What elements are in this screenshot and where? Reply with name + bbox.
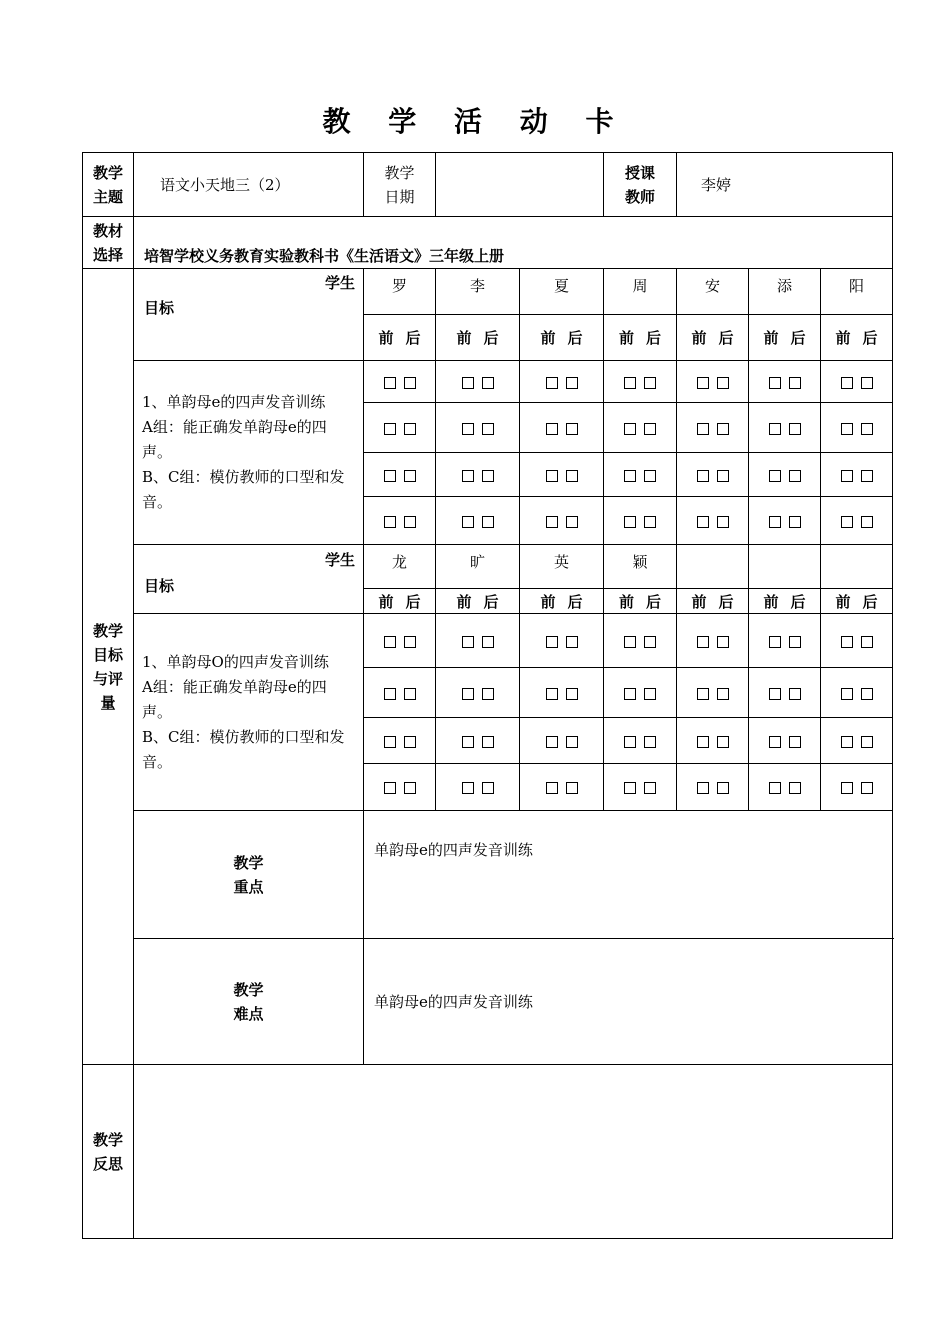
checkbox-pair-cell <box>749 764 821 811</box>
after-checkbox[interactable] <box>861 782 873 794</box>
checkbox-pair-cell <box>364 361 436 403</box>
after-checkbox[interactable] <box>482 516 494 528</box>
before-checkbox[interactable] <box>624 423 636 435</box>
after-checkbox[interactable] <box>717 688 729 700</box>
checkbox-pair-cell <box>364 453 436 497</box>
after-checkbox[interactable] <box>789 688 801 700</box>
checkbox-pair-cell <box>749 497 821 545</box>
checkbox-pair-cell <box>821 453 893 497</box>
date-label: 教学 日期 <box>364 153 436 217</box>
before-checkbox[interactable] <box>624 782 636 794</box>
activity-card-table <box>82 152 893 1239</box>
before-after-header: 前 后 <box>604 315 677 361</box>
after-checkbox[interactable] <box>404 470 416 482</box>
student-name <box>821 545 893 589</box>
before-checkbox[interactable] <box>841 636 853 648</box>
before-after-header: 前 后 <box>436 315 520 361</box>
after-checkbox[interactable] <box>789 736 801 748</box>
checkbox-pair-cell <box>520 668 604 718</box>
after-checkbox[interactable] <box>717 736 729 748</box>
before-checkbox[interactable] <box>384 782 396 794</box>
after-checkbox[interactable] <box>717 377 729 389</box>
checkbox-pair-cell <box>436 614 520 668</box>
after-checkbox[interactable] <box>644 470 656 482</box>
before-checkbox[interactable] <box>462 516 474 528</box>
checkbox-pair-cell <box>364 497 436 545</box>
after-checkbox[interactable] <box>566 470 578 482</box>
goal-description-2: 1、单韵母O的四声发音训练 A组：能正确发单韵母e的四声。 B、C组：模仿教师的口型和发音。 <box>134 614 364 811</box>
before-checkbox[interactable] <box>841 736 853 748</box>
before-checkbox[interactable] <box>769 688 781 700</box>
before-checkbox[interactable] <box>697 377 709 389</box>
before-checkbox[interactable] <box>624 688 636 700</box>
after-checkbox[interactable] <box>861 377 873 389</box>
topic-label: 教学 主题 <box>83 153 134 217</box>
after-checkbox[interactable] <box>404 516 416 528</box>
after-checkbox[interactable] <box>644 688 656 700</box>
checkbox-pair-cell <box>821 718 893 764</box>
before-checkbox[interactable] <box>624 516 636 528</box>
reflection-label: 教学 反思 <box>83 1065 134 1239</box>
checkbox-pair-cell <box>604 718 677 764</box>
goal-header: 目标 <box>144 577 175 595</box>
before-checkbox[interactable] <box>384 470 396 482</box>
teacher-value[interactable]: 李婷 <box>677 153 893 217</box>
before-checkbox[interactable] <box>384 688 396 700</box>
before-checkbox[interactable] <box>546 377 558 389</box>
student-name: 夏 <box>520 269 604 315</box>
before-checkbox[interactable] <box>697 636 709 648</box>
after-checkbox[interactable] <box>789 782 801 794</box>
before-checkbox[interactable] <box>546 516 558 528</box>
before-checkbox[interactable] <box>769 423 781 435</box>
after-checkbox[interactable] <box>482 782 494 794</box>
checkbox-pair-cell <box>436 668 520 718</box>
checkbox-pair-cell <box>520 764 604 811</box>
checkbox-pair-cell <box>604 497 677 545</box>
checkbox-pair-cell <box>436 497 520 545</box>
checkbox-pair-cell <box>436 453 520 497</box>
key-points-value[interactable]: 单韵母e的四声发音训练 <box>364 811 893 939</box>
checkbox-pair-cell <box>520 497 604 545</box>
student-name: 罗 <box>364 269 436 315</box>
student-name: 英 <box>520 545 604 589</box>
before-checkbox[interactable] <box>841 423 853 435</box>
checkbox-pair-cell <box>677 453 749 497</box>
checkbox-pair-cell <box>604 764 677 811</box>
before-after-header: 前 后 <box>749 589 821 614</box>
before-after-header: 前 后 <box>677 315 749 361</box>
before-checkbox[interactable] <box>769 377 781 389</box>
before-checkbox[interactable] <box>384 423 396 435</box>
page-title: 教 学 活 动 卡 <box>322 105 628 138</box>
before-after-header: 前 后 <box>749 315 821 361</box>
goal-header: 目标 <box>144 299 175 317</box>
after-checkbox[interactable] <box>482 688 494 700</box>
before-checkbox[interactable] <box>769 782 781 794</box>
before-checkbox[interactable] <box>697 782 709 794</box>
before-checkbox[interactable] <box>462 423 474 435</box>
checkbox-pair-cell <box>677 764 749 811</box>
difficulties-label: 教学 难点 <box>134 939 364 1065</box>
student-header: 学生 <box>324 551 355 569</box>
before-checkbox[interactable] <box>697 736 709 748</box>
student-header: 学生 <box>324 274 355 292</box>
student-name: 安 <box>677 269 749 315</box>
checkbox-pair-cell <box>749 403 821 453</box>
after-checkbox[interactable] <box>861 516 873 528</box>
before-checkbox[interactable] <box>462 470 474 482</box>
checkbox-pair-cell <box>520 361 604 403</box>
after-checkbox[interactable] <box>644 736 656 748</box>
checkbox-pair-cell <box>821 764 893 811</box>
after-checkbox[interactable] <box>566 636 578 648</box>
before-checkbox[interactable] <box>841 516 853 528</box>
before-checkbox[interactable] <box>384 636 396 648</box>
before-checkbox[interactable] <box>624 377 636 389</box>
before-after-header: 前 后 <box>364 589 436 614</box>
student-name: 周 <box>604 269 677 315</box>
after-checkbox[interactable] <box>861 636 873 648</box>
before-checkbox[interactable] <box>546 736 558 748</box>
before-checkbox[interactable] <box>769 516 781 528</box>
after-checkbox[interactable] <box>644 782 656 794</box>
reflection-value[interactable] <box>134 1065 893 1239</box>
after-checkbox[interactable] <box>404 688 416 700</box>
after-checkbox[interactable] <box>566 377 578 389</box>
before-checkbox[interactable] <box>624 736 636 748</box>
before-after-header: 前 后 <box>436 589 520 614</box>
after-checkbox[interactable] <box>861 423 873 435</box>
checkbox-pair-cell <box>749 614 821 668</box>
after-checkbox[interactable] <box>717 636 729 648</box>
before-after-header: 前 后 <box>821 589 893 614</box>
after-checkbox[interactable] <box>404 423 416 435</box>
after-checkbox[interactable] <box>482 736 494 748</box>
before-checkbox[interactable] <box>384 377 396 389</box>
before-checkbox[interactable] <box>841 377 853 389</box>
checkbox-pair-cell <box>364 718 436 764</box>
before-after-header: 前 后 <box>364 315 436 361</box>
checkbox-row <box>83 614 893 668</box>
checkbox-pair-cell <box>520 614 604 668</box>
before-checkbox[interactable] <box>841 688 853 700</box>
student-name: 添 <box>749 269 821 315</box>
after-checkbox[interactable] <box>482 636 494 648</box>
checkbox-pair-cell <box>677 497 749 545</box>
checkbox-pair-cell <box>520 718 604 764</box>
before-checkbox[interactable] <box>384 516 396 528</box>
after-checkbox[interactable] <box>644 423 656 435</box>
after-checkbox[interactable] <box>404 736 416 748</box>
student-name: 颖 <box>604 545 677 589</box>
before-checkbox[interactable] <box>697 688 709 700</box>
after-checkbox[interactable] <box>566 736 578 748</box>
before-checkbox[interactable] <box>769 636 781 648</box>
goal-description-1: 1、单韵母e的四声发音训练 A组：能正确发单韵母e的四声。 B、C组：模仿教师的口型和发音。 <box>134 361 364 545</box>
after-checkbox[interactable] <box>644 516 656 528</box>
checkbox-pair-cell <box>749 361 821 403</box>
before-after-header: 前 后 <box>520 589 604 614</box>
teacher-label: 授课 教师 <box>604 153 677 217</box>
after-checkbox[interactable] <box>789 516 801 528</box>
checkbox-pair-cell <box>821 614 893 668</box>
before-checkbox[interactable] <box>697 423 709 435</box>
before-checkbox[interactable] <box>841 782 853 794</box>
student-name <box>749 545 821 589</box>
checkbox-pair-cell <box>436 361 520 403</box>
before-checkbox[interactable] <box>462 736 474 748</box>
after-checkbox[interactable] <box>717 516 729 528</box>
checkbox-pair-cell <box>364 764 436 811</box>
checkbox-pair-cell <box>436 718 520 764</box>
after-checkbox[interactable] <box>566 782 578 794</box>
key-points-label: 教学 重点 <box>134 811 364 939</box>
checkbox-pair-cell <box>520 453 604 497</box>
checkbox-pair-cell <box>677 718 749 764</box>
material-value[interactable]: 培智学校义务教育实验教科书《生活语文》三年级上册 <box>134 217 893 269</box>
after-checkbox[interactable] <box>789 636 801 648</box>
before-after-header: 前 后 <box>604 589 677 614</box>
after-checkbox[interactable] <box>404 782 416 794</box>
checkbox-pair-cell <box>821 668 893 718</box>
after-checkbox[interactable] <box>482 470 494 482</box>
before-after-header: 前 后 <box>677 589 749 614</box>
difficulties-value[interactable]: 单韵母e的四声发音训练 <box>364 939 893 1065</box>
after-checkbox[interactable] <box>717 470 729 482</box>
before-checkbox[interactable] <box>841 470 853 482</box>
after-checkbox[interactable] <box>482 377 494 389</box>
after-checkbox[interactable] <box>404 377 416 389</box>
goal-header-cell-2 <box>134 545 364 614</box>
after-checkbox[interactable] <box>404 636 416 648</box>
after-checkbox[interactable] <box>861 470 873 482</box>
checkbox-pair-cell <box>677 614 749 668</box>
student-name: 李 <box>436 269 520 315</box>
after-checkbox[interactable] <box>566 688 578 700</box>
checkbox-pair-cell <box>520 403 604 453</box>
before-checkbox[interactable] <box>546 423 558 435</box>
checkbox-pair-cell <box>677 361 749 403</box>
after-checkbox[interactable] <box>644 636 656 648</box>
checkbox-pair-cell <box>821 361 893 403</box>
before-checkbox[interactable] <box>546 782 558 794</box>
checkbox-pair-cell <box>436 764 520 811</box>
date-value[interactable] <box>436 153 604 217</box>
checkbox-pair-cell <box>604 614 677 668</box>
checkbox-pair-cell <box>364 614 436 668</box>
before-checkbox[interactable] <box>697 470 709 482</box>
student-name: 阳 <box>821 269 893 315</box>
checkbox-pair-cell <box>677 403 749 453</box>
before-checkbox[interactable] <box>769 470 781 482</box>
student-name <box>677 545 749 589</box>
checkbox-pair-cell <box>749 718 821 764</box>
checkbox-pair-cell <box>821 497 893 545</box>
checkbox-pair-cell <box>436 403 520 453</box>
before-checkbox[interactable] <box>546 470 558 482</box>
topic-value[interactable]: 语文小天地三（2） <box>134 153 364 217</box>
goal-header-cell-1 <box>134 269 364 361</box>
checkbox-pair-cell <box>364 668 436 718</box>
after-checkbox[interactable] <box>717 782 729 794</box>
student-name: 龙 <box>364 545 436 589</box>
after-checkbox[interactable] <box>789 377 801 389</box>
checkbox-row <box>83 361 893 403</box>
before-checkbox[interactable] <box>546 636 558 648</box>
after-checkbox[interactable] <box>644 377 656 389</box>
before-checkbox[interactable] <box>462 688 474 700</box>
before-checkbox[interactable] <box>769 736 781 748</box>
goals-label: 教学 目标 与评 量 <box>83 269 134 1065</box>
material-label: 教材 选择 <box>83 217 134 269</box>
after-checkbox[interactable] <box>717 423 729 435</box>
before-checkbox[interactable] <box>624 636 636 648</box>
checkbox-pair-cell <box>749 668 821 718</box>
before-checkbox[interactable] <box>697 516 709 528</box>
checkbox-pair-cell <box>604 361 677 403</box>
student-name: 旷 <box>436 545 520 589</box>
before-checkbox[interactable] <box>462 636 474 648</box>
before-checkbox[interactable] <box>384 736 396 748</box>
before-checkbox[interactable] <box>546 688 558 700</box>
checkbox-pair-cell <box>821 403 893 453</box>
after-checkbox[interactable] <box>861 688 873 700</box>
after-checkbox[interactable] <box>566 516 578 528</box>
before-checkbox[interactable] <box>462 377 474 389</box>
checkbox-pair-cell <box>604 668 677 718</box>
before-checkbox[interactable] <box>462 782 474 794</box>
before-after-header: 前 后 <box>520 315 604 361</box>
checkbox-pair-cell <box>604 403 677 453</box>
after-checkbox[interactable] <box>482 423 494 435</box>
checkbox-pair-cell <box>677 668 749 718</box>
after-checkbox[interactable] <box>566 423 578 435</box>
after-checkbox[interactable] <box>789 470 801 482</box>
checkbox-pair-cell <box>604 453 677 497</box>
checkbox-pair-cell <box>749 453 821 497</box>
checkbox-pair-cell <box>364 403 436 453</box>
after-checkbox[interactable] <box>861 736 873 748</box>
before-after-header: 前 后 <box>821 315 893 361</box>
after-checkbox[interactable] <box>789 423 801 435</box>
before-checkbox[interactable] <box>624 470 636 482</box>
